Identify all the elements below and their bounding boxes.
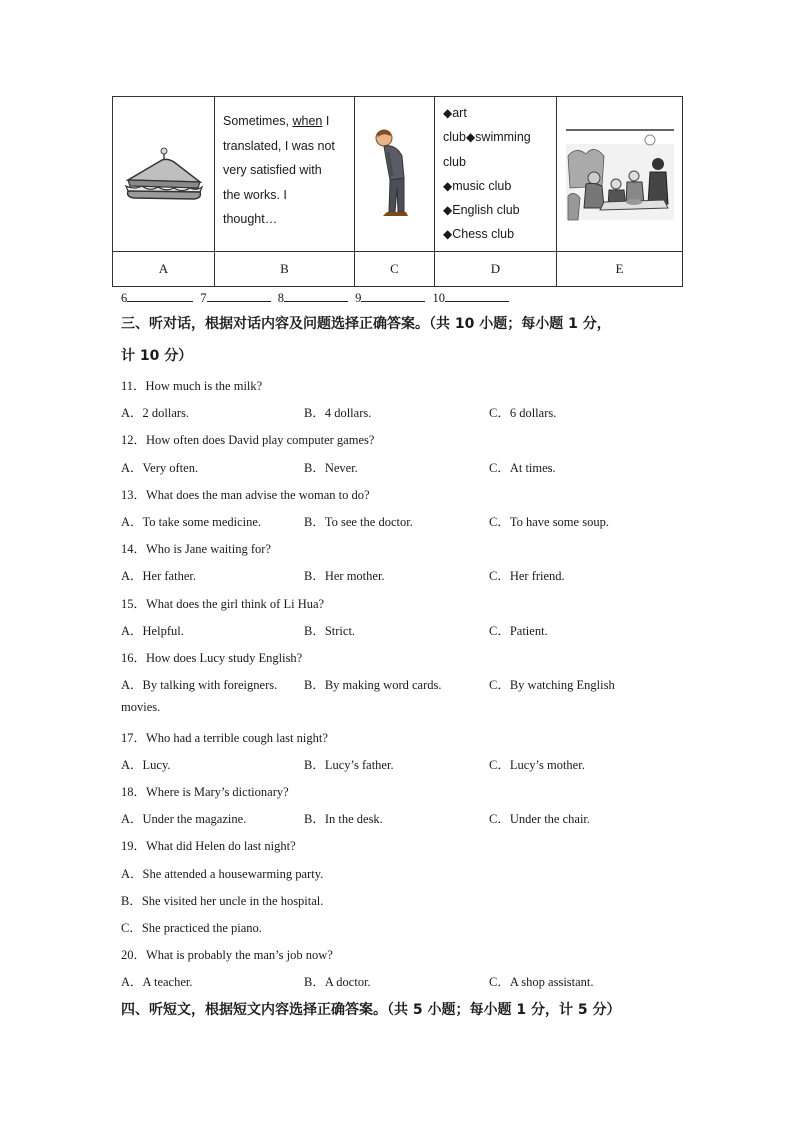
answer-blank-10[interactable]: [445, 289, 509, 302]
club-item: art: [452, 106, 467, 120]
question-11: 11．How much is the milk?: [121, 379, 263, 393]
club-list-cell: [435, 97, 557, 252]
option-12-b[interactable]: B．Never.: [304, 460, 358, 475]
club-item: Chess club: [452, 227, 515, 242]
club-item: club: [443, 154, 466, 169]
option-19-a[interactable]: A．She attended a housewarming party.: [121, 866, 324, 881]
option-13-b[interactable]: B．To see the doctor.: [304, 515, 413, 529]
card-text-underlined: when: [292, 114, 323, 128]
family-dinner-icon: [564, 126, 676, 222]
question-12: 12．How often does David play computer games?: [121, 433, 375, 448]
blank-number: 8: [277, 291, 284, 305]
label-e: E: [557, 252, 683, 287]
option-19-b[interactable]: B．She visited her uncle in the hospital.: [121, 893, 324, 908]
question-16: 16．How does Lucy study English?: [121, 651, 303, 665]
option-20-c[interactable]: C．A shop assistant.: [489, 975, 594, 990]
label-d: D: [435, 252, 557, 287]
answer-blanks: [121, 289, 513, 306]
option-12-a[interactable]: A．Very often.: [121, 460, 199, 475]
card-text: I: [322, 114, 330, 128]
question-20: 20．What is probably the man’s job now?: [121, 948, 333, 963]
option-13-c[interactable]: C．To have some soup.: [489, 515, 609, 529]
option-15-b[interactable]: B．Strict.: [304, 623, 356, 638]
option-14-a[interactable]: A．Her father.: [121, 569, 196, 584]
picture-e-cell: [557, 97, 683, 252]
label-a: A: [113, 252, 215, 287]
option-19-c[interactable]: C．She practiced the piano.: [121, 921, 262, 935]
sandwich-icon: [122, 144, 206, 204]
option-16-a[interactable]: A．By talking with foreigners.: [121, 678, 278, 693]
section-4-title: 四、听短文，根据短文内容选择正确答案。（共 5 小题；每小题 1 分，计 5 分）: [121, 1002, 621, 1018]
text-card-cell: [215, 97, 355, 252]
card-text: the works. I: [223, 187, 287, 202]
diamond-bullet-icon: ◆: [465, 130, 476, 145]
club-item: English club: [452, 203, 520, 218]
option-20-a[interactable]: A．A teacher.: [121, 975, 193, 990]
option-11-a[interactable]: A．2 dollars.: [121, 406, 190, 421]
card-text: thought…: [223, 212, 278, 226]
option-11-b[interactable]: B．4 dollars.: [304, 406, 372, 421]
option-16-b[interactable]: B．By making word cards.: [304, 678, 442, 693]
diamond-bullet-icon: ◆: [443, 227, 453, 242]
question-17: 17．Who had a terrible cough last night?: [121, 730, 328, 745]
option-15-c[interactable]: C．Patient.: [489, 623, 548, 638]
option-14-c[interactable]: C．Her friend.: [489, 569, 565, 584]
option-16-c[interactable]: C．By watching English: [489, 678, 615, 693]
blank-number: 7: [200, 291, 207, 305]
picture-table: [112, 96, 683, 287]
label-b: B: [215, 252, 355, 287]
option-16-c-continued: movies.: [121, 700, 161, 715]
label-c: C: [355, 252, 435, 287]
answer-blank-6[interactable]: [127, 289, 193, 302]
option-11-c[interactable]: C．6 dollars.: [489, 406, 557, 421]
question-13: 13．What does the man advise the woman to do?: [121, 487, 370, 502]
answer-blank-7[interactable]: [207, 289, 271, 302]
question-15: 15．What does the girl think of Li Hua?: [121, 596, 325, 611]
option-12-c[interactable]: C．At times.: [489, 460, 556, 475]
club-item: swimming: [475, 130, 531, 145]
option-18-b[interactable]: B．In the desk.: [304, 812, 383, 827]
question-19: 19．What did Helen do last night?: [121, 839, 296, 854]
blank-number: 10: [432, 291, 445, 305]
diamond-bullet-icon: ◆: [443, 106, 453, 120]
option-17-c[interactable]: C．Lucy’s mother.: [489, 757, 585, 772]
section-3-title: 三、听对话，根据对话内容及问题选择正确答案。（共 10 小题；每小题 1 分，: [121, 316, 611, 332]
question-18: 18．Where is Mary’s dictionary?: [121, 785, 289, 799]
card-text: very satisfied with: [223, 163, 322, 177]
bowing-man-icon: [370, 126, 420, 222]
option-18-c[interactable]: C．Under the chair.: [489, 812, 591, 827]
option-18-a[interactable]: A．Under the magazine.: [121, 812, 247, 827]
club-item: music club: [452, 178, 512, 193]
diamond-bullet-icon: ◆: [443, 203, 453, 218]
card-text: Sometimes,: [223, 114, 293, 128]
answer-blank-8[interactable]: [284, 289, 348, 302]
option-17-a[interactable]: A．Lucy.: [121, 757, 171, 772]
option-17-b[interactable]: B．Lucy’s father.: [304, 757, 394, 772]
diamond-bullet-icon: ◆: [443, 178, 453, 193]
blank-number: 6: [121, 291, 128, 305]
option-20-b[interactable]: B．A doctor.: [304, 975, 371, 990]
card-text: translated, I was not: [223, 138, 335, 153]
section-3-title-cont: 计 10 分）: [121, 348, 193, 364]
option-15-a[interactable]: A．Helpful.: [121, 623, 184, 638]
blank-number: 9: [355, 291, 362, 305]
club-item: club: [443, 130, 466, 145]
question-14: 14．Who is Jane waiting for?: [121, 542, 271, 557]
picture-a-cell: [113, 97, 215, 252]
option-14-b[interactable]: B．Her mother.: [304, 569, 385, 584]
answer-blank-9[interactable]: [361, 289, 425, 302]
option-13-a[interactable]: A．To take some medicine.: [121, 515, 262, 529]
picture-c-cell: [355, 97, 435, 252]
